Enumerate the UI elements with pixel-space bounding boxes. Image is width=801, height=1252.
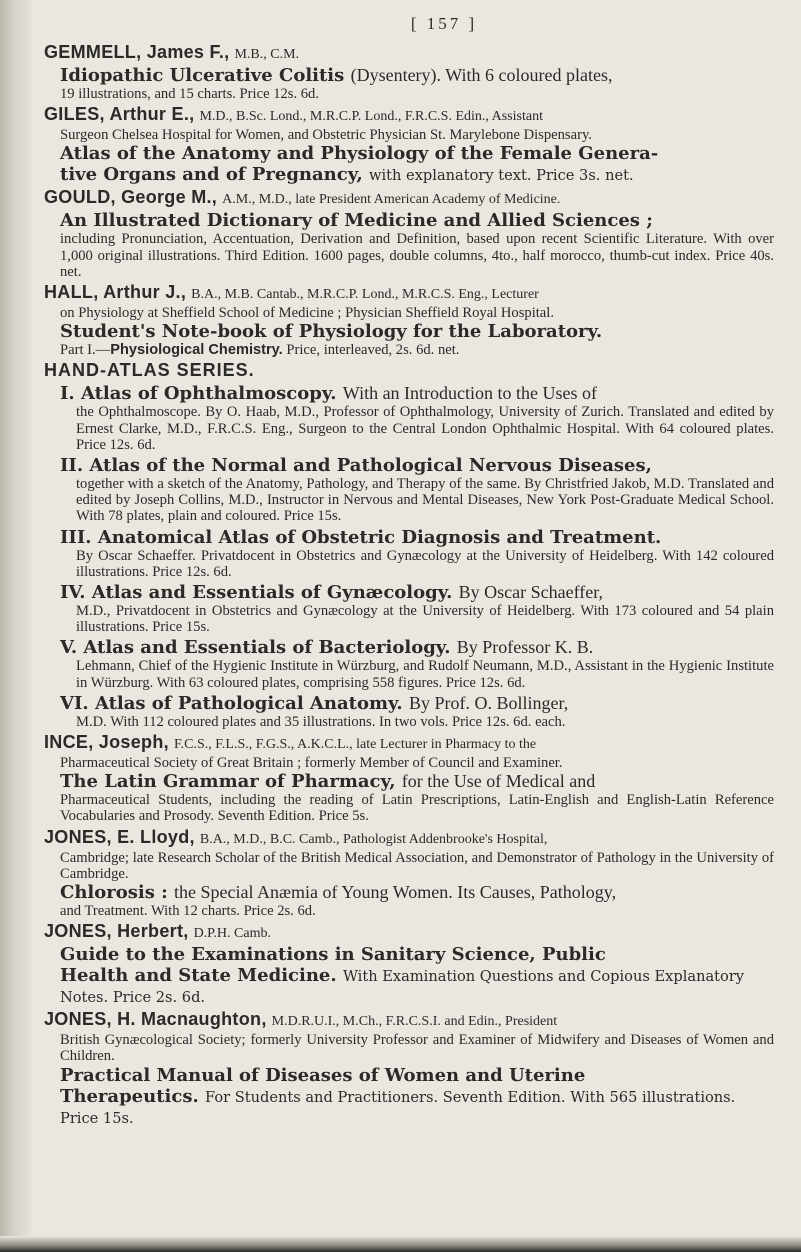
author-affiliation: Cambridge; late Research Scholar of the British Medical Association, and Demonstrator of Pathology in the University of Cambridge. xyxy=(60,849,774,882)
author-affiliation: Pharmaceutical Society of Great Britain ; formerly Member of Council and Examiner. xyxy=(60,755,563,772)
series-item xyxy=(44,582,774,635)
book-description: Price, interleaved, 2s. 6d. net. xyxy=(286,342,460,359)
series-item xyxy=(44,527,774,580)
book-description: 19 illustrations, and 15 charts. Price 12s. 6d. xyxy=(60,86,320,102)
book-title: Atlas of the Normal and Pathological Nervous Diseases, xyxy=(89,455,652,477)
catalogue-entry-gould xyxy=(44,187,774,280)
author-name: JONES, Herbert, xyxy=(44,921,189,942)
book-title-cont: Therapeutics. xyxy=(60,1085,199,1107)
book-title-rest: the Special Anæmia of Young Women. Its Causes, Pathology, xyxy=(174,882,617,903)
page-bottom-edge xyxy=(0,1236,801,1252)
catalogue-page xyxy=(44,14,774,1128)
book-description: the Ophthalmoscope. By O. Haab, M.D., Professor of Ophthalmology, University of Zurich. Translated and edited by Ernest Clarke, M.D., F.R.C.S. Eng., Surgeon to the Central London Ophthalmic Hospital. With 64 coloured plates. Price 12s. 6d. xyxy=(76,404,774,453)
book-title: Idiopathic Ulcerative Colitis xyxy=(60,65,345,86)
book-title-rest: (Dysentery). With 6 coloured plates, xyxy=(350,65,613,85)
book-title-cont: Health and State Medicine. xyxy=(60,965,337,987)
catalogue-entry-giles xyxy=(44,104,774,185)
book-description: For Students and Practitioners. Seventh Edition. With 565 illustrations. Price 15s. xyxy=(60,1088,736,1127)
book-title: Anatomical Atlas of Obstetric Diagnosis and Treatment. xyxy=(97,526,662,548)
series-item xyxy=(44,383,774,453)
book-title-rest: By Prof. O. Bollinger, xyxy=(408,692,569,713)
author-name: JONES, H. Macnaughton, xyxy=(44,1009,267,1030)
book-title-cont: tive Organs and of Pregnancy, xyxy=(60,164,363,186)
book-description: together with a sketch of the Anatomy, Pathology, and Therapy of the same. By Christfried Jakob, M.D. Translated and edited by Joseph Collins, M.D., Instructor in Nervous and Mental Diseases, New York Post-Graduate Medical School. With 78 plates, plain and coloured. Price 15s. xyxy=(76,476,774,525)
catalogue-entry-hall xyxy=(44,282,774,358)
book-title-rest: By Professor K. B. xyxy=(456,637,594,658)
book-description: M.D., Privatdocent in Obstetrics and Gynæcology at the University of Heidelberg. With 173 coloured and 54 plain illustrations. Price 15s. xyxy=(76,603,774,636)
author-affiliation: British Gynæcological Society; formerly University Professor and Examiner of Midwifery and Diseases of Women and Children. xyxy=(60,1032,774,1065)
author-name: HALL, Arthur J., xyxy=(44,282,187,303)
catalogue-entry-jones-macnaughton xyxy=(44,1009,774,1127)
book-title: The Latin Grammar of Pharmacy, xyxy=(60,771,396,793)
book-title-rest: By Oscar Schaeffer, xyxy=(458,582,604,603)
series-heading: HAND-ATLAS SERIES. xyxy=(44,360,255,381)
catalogue-entry-ince xyxy=(44,732,774,825)
author-name: GILES, Arthur E., xyxy=(44,104,195,125)
series-number: V. xyxy=(60,637,78,659)
author-name: INCE, Joseph, xyxy=(44,732,169,753)
catalogue-entry-jones-lloyd xyxy=(44,827,774,920)
book-description: with explanatory text. Price 3s. net. xyxy=(369,167,634,185)
series-number: III. xyxy=(60,526,92,548)
catalogue-entry-gemmell xyxy=(44,42,774,102)
book-title: Practical Manual of Diseases of Women and Uterine xyxy=(60,1064,586,1086)
author-qualifications: B.A., M.B. Cantab., M.R.C.P. Lond., M.R.C.S. Eng., Lecturer xyxy=(191,287,539,303)
book-title: Atlas of the Anatomy and Physiology of the Female Genera- xyxy=(60,143,659,165)
series-number: I. xyxy=(60,383,75,405)
author-qualifications: M.D., B.Sc. Lond., M.R.C.P. Lond., F.R.C.S. Edin., Assistant xyxy=(199,109,543,125)
author-qualifications: M.B., C.M. xyxy=(234,47,300,62)
book-title: Guide to the Examinations in Sanitary Science, Public xyxy=(60,944,606,966)
author-affiliation: on Physiology at Sheffield School of Medicine ; Physician Sheffield Royal Hospital. xyxy=(60,305,554,322)
series-item xyxy=(44,455,774,525)
catalogue-entry-jones-herbert xyxy=(44,921,774,1007)
series-number: VI. xyxy=(60,692,89,714)
book-description: Pharmaceutical Students, including the reading of Latin Prescriptions, Latin-English and English-Latin Reference Vocabularies and Prosody. Seventh Edition. Price 5s. xyxy=(60,792,774,825)
book-description: M.D. With 112 coloured plates and 35 illustrations. In two vols. Price 12s. 6d. each. xyxy=(76,713,566,730)
book-title: Atlas of Ophthalmoscopy. xyxy=(80,383,337,405)
author-name: JONES, E. Lloyd, xyxy=(44,826,195,847)
book-title: Atlas and Essentials of Gynæcology. xyxy=(91,582,453,604)
series-item xyxy=(44,693,774,730)
book-title: Chlorosis : xyxy=(60,882,168,904)
author-name: GEMMELL, James F., xyxy=(44,42,230,62)
book-description: Lehmann, Chief of the Hygienic Institute in Würzburg, and Rudolf Neumann, M.D., Assistant in the Hygienic Institute in Würzburg. With 63 coloured plates, comprising 558 figures. Price 12s. 6d. xyxy=(76,658,774,691)
book-description: By Oscar Schaeffer. Privatdocent in Obstetrics and Gynæcology at the University of Heidelberg. With 142 coloured illustrations. Price 12s. 6d. xyxy=(76,547,774,580)
author-qualifications: M.D.R.U.I., M.Ch., F.R.C.S.I. and Edin., President xyxy=(271,1014,558,1030)
book-description: including Pronunciation, Accentuation, Derivation and Definition, based upon recent Scientific Literature. With over 1,000 original illustrations. Third Edition. 1600 pages, double columns, 4to., half morocco, thumb-cut index. Price 40s. net. xyxy=(60,231,774,280)
book-title-rest: With an Introduction to the Uses of xyxy=(342,383,598,404)
book-description: With Examination Questions and Copious Explanatory Notes. Price 2s. 6d. xyxy=(60,968,745,1007)
book-title: An Illustrated Dictionary of Medicine and Allied Sciences ; xyxy=(60,210,653,232)
series-item xyxy=(44,637,774,690)
author-qualifications: B.A., M.D., B.C. Camb., Pathologist Addenbrooke's Hospital, xyxy=(199,831,548,847)
book-title: Atlas and Essentials of Bacteriology. xyxy=(83,637,451,659)
author-qualifications: A.M., M.D., late President American Academy of Medicine. xyxy=(222,192,561,208)
series-number: IV. xyxy=(60,582,86,604)
part-title: Physiological Chemistry. xyxy=(110,342,283,359)
book-title: Atlas of Pathological Anatomy. xyxy=(94,692,403,714)
part-prefix: Part I.— xyxy=(60,342,111,359)
book-title-rest: for the Use of Medical and xyxy=(401,771,596,792)
author-qualifications: F.C.S., F.L.S., F.G.S., A.K.C.L., late Lecturer in Pharmacy to the xyxy=(173,737,537,753)
author-name: GOULD, George M., xyxy=(44,187,218,208)
author-qualifications: D.P.H. Camb. xyxy=(193,926,271,942)
page-gutter-shadow xyxy=(0,0,32,1252)
page-number: [ 157 ] xyxy=(410,14,478,33)
author-affiliation: Surgeon Chelsea Hospital for Women, and Obstetric Physician St. Marylebone Dispensary. xyxy=(60,127,592,144)
series-number: II. xyxy=(60,455,84,477)
book-title: Student's Note-book of Physiology for the Laboratory. xyxy=(60,321,603,343)
book-description: and Treatment. With 12 charts. Price 2s. 6d. xyxy=(60,903,316,920)
